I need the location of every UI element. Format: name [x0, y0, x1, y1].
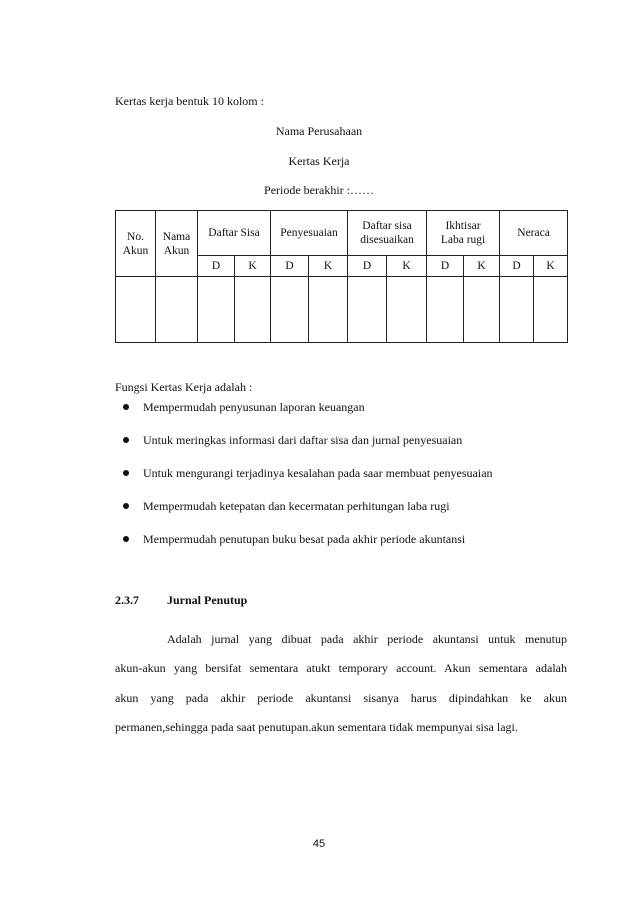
worksheet-title: Kertas Kerja	[288, 154, 350, 168]
intro-text: Kertas kerja bentuk 10 kolom :	[115, 94, 264, 108]
bullet-icon	[123, 470, 129, 476]
subheader-debit: D	[198, 256, 235, 277]
paragraph-line: akun yang pada akhir periode akuntansi sisanya harus dipindahkan ke akun	[115, 691, 567, 705]
subheader-credit: K	[464, 256, 500, 277]
header-penyesuaian: Penyesuaian	[271, 211, 348, 256]
paragraph-line: Adalah jurnal yang dibuat pada akhir periode akuntansi untuk menutup	[167, 632, 567, 646]
subheader-credit: K	[534, 256, 568, 277]
subheader-debit: D	[348, 256, 387, 277]
section-number: 2.3.7	[115, 593, 139, 607]
bullet-icon	[123, 404, 129, 410]
header-neraca: Neraca	[500, 211, 568, 256]
company-name: Nama Perusahaan	[275, 124, 363, 138]
subheader-debit: D	[271, 256, 309, 277]
list-item: Untuk meringkas informasi dari daftar sisa dan jurnal penyesuaian	[123, 433, 493, 466]
header-ikhtisar-laba-rugi: Ikhtisar Laba rugi	[427, 211, 500, 256]
worksheet-table	[115, 210, 568, 343]
subheader-credit: K	[235, 256, 271, 277]
table-empty-row	[116, 277, 568, 343]
header-nama-akun: Nama Akun	[156, 211, 198, 277]
functions-heading: Fungsi Kertas Kerja adalah :	[115, 380, 253, 394]
bullet-icon	[123, 503, 129, 509]
list-item: Mempermudah penyusunan laporan keuangan	[123, 400, 493, 433]
page-number: 45	[312, 838, 326, 850]
list-item: Mempermudah penutupan buku besat pada akhir periode akuntansi	[123, 532, 493, 565]
subheader-credit: K	[309, 256, 348, 277]
subheader-credit: K	[387, 256, 427, 277]
paragraph-line: permanen,sehingga pada saat penutupan.akun sementara tidak mempunyai sisa lagi.	[115, 720, 518, 734]
paragraph-line: akun-akun yang bersifat sementara atukt temporary account. Akun sementara adalah	[115, 661, 567, 675]
bullet-icon	[123, 536, 129, 542]
list-item: Mempermudah ketepatan dan kecermatan perhitungan laba rugi	[123, 499, 493, 532]
section-title: Jurnal Penutup	[167, 593, 248, 607]
period-line: Periode berakhir :……	[264, 183, 374, 197]
functions-list	[123, 400, 493, 565]
header-daftar-sisa-disesuaikan: Daftar sisa disesuaikan	[348, 211, 427, 256]
subheader-debit: D	[427, 256, 464, 277]
header-daftar-sisa: Daftar Sisa	[198, 211, 271, 256]
bullet-icon	[123, 437, 129, 443]
subheader-debit: D	[500, 256, 534, 277]
header-no-akun: No. Akun	[116, 211, 156, 277]
list-item: Untuk mengurangi terjadinya kesalahan pada saar membuat penyesuaian	[123, 466, 493, 499]
